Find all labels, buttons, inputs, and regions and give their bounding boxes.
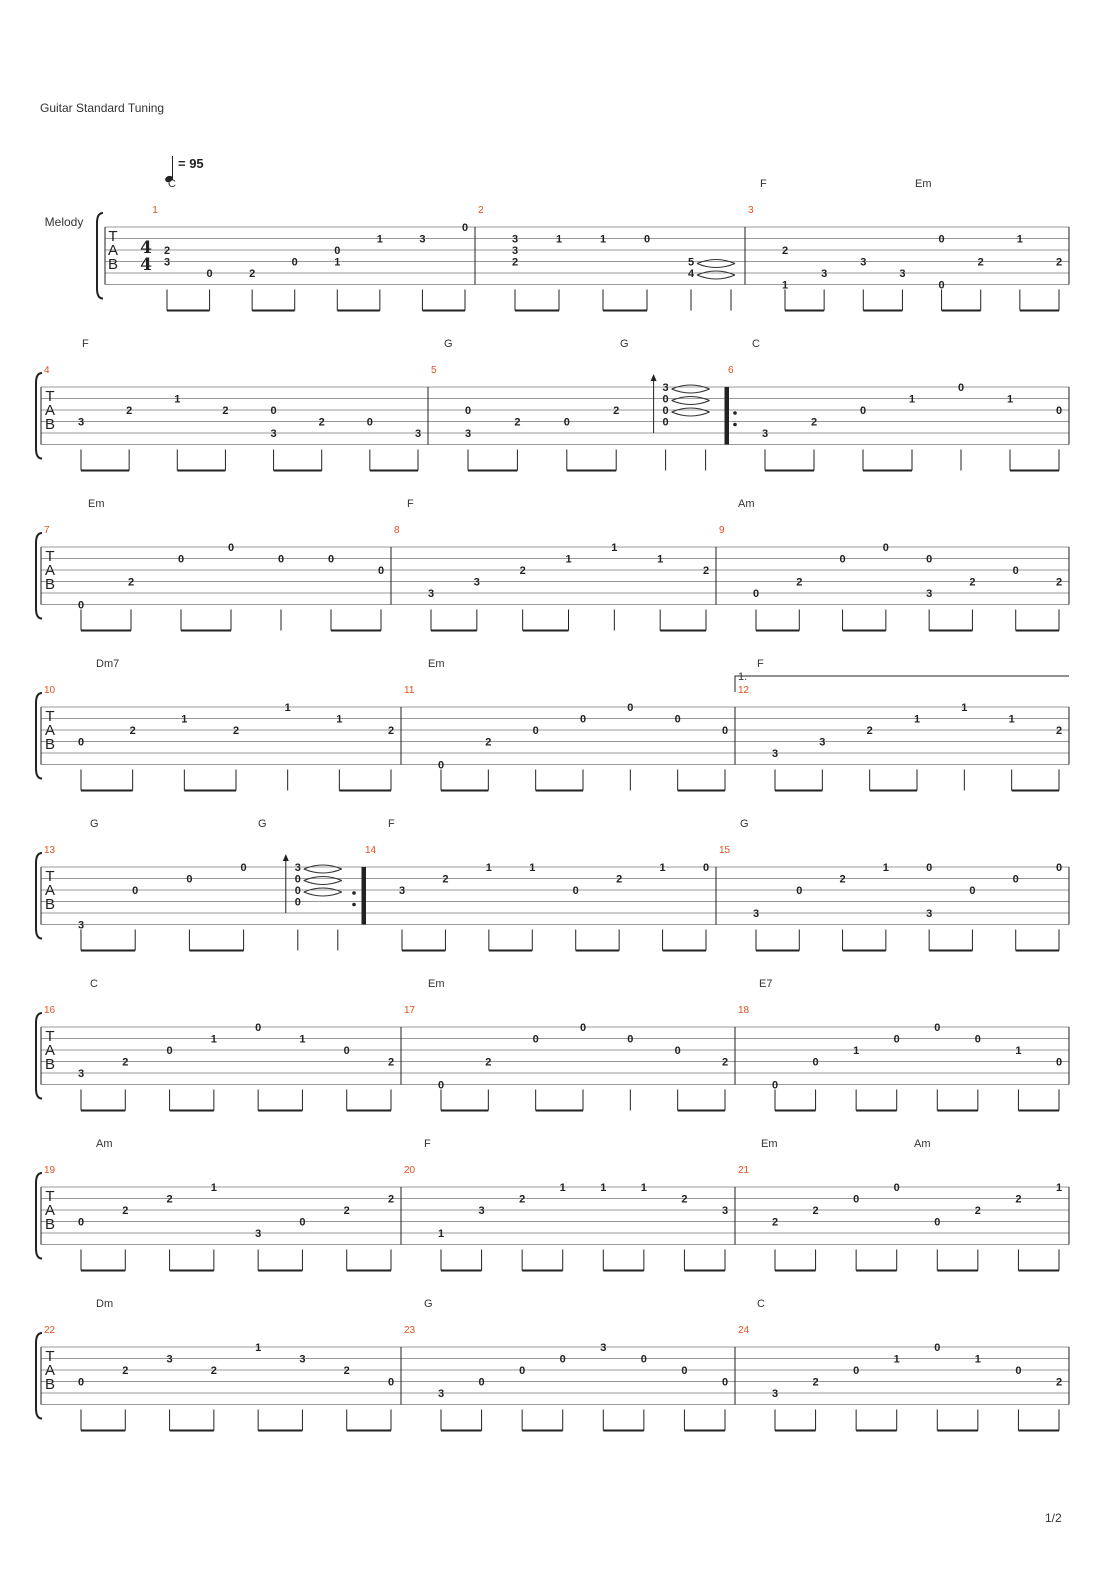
- fret-number: 1: [1006, 393, 1014, 406]
- fret-number: 0: [294, 896, 301, 909]
- measure-number: 23: [404, 1325, 416, 1336]
- fret-number: 0: [796, 885, 803, 897]
- fret-number: 2: [232, 725, 240, 737]
- fret-number: 2: [613, 405, 620, 417]
- fret-number: 3: [926, 588, 933, 600]
- fret-number: 1: [599, 233, 607, 246]
- repeat-dot: [352, 891, 356, 895]
- volta-label: 1.: [738, 671, 748, 683]
- chord-name: F: [424, 1138, 431, 1150]
- fret-number: 0: [277, 553, 285, 566]
- fret-number: 0: [893, 1182, 900, 1194]
- tab-clef-letter: T: [45, 868, 55, 885]
- tab-clef-letter: B: [44, 1056, 56, 1073]
- fret-number: 0: [627, 702, 634, 714]
- fret-number: 0: [674, 713, 681, 726]
- measure-number: 15: [719, 845, 731, 856]
- fret-number: 3: [478, 1205, 485, 1217]
- fret-number: 2: [519, 1193, 526, 1206]
- measure-number: 1: [152, 205, 158, 216]
- fret-number: 2: [839, 873, 846, 886]
- tie-arc: [697, 264, 735, 268]
- repeat-dot: [352, 903, 356, 907]
- measure-number: 13: [44, 845, 56, 856]
- fret-number: 2: [1055, 725, 1063, 737]
- chord-name: C: [752, 338, 760, 350]
- fret-number: 2: [977, 256, 984, 269]
- fret-number: 2: [721, 1056, 729, 1069]
- chord-name: F: [760, 178, 767, 190]
- fret-number: 0: [853, 1193, 860, 1206]
- fret-number: 0: [969, 885, 976, 897]
- fret-number: 2: [122, 1365, 129, 1377]
- fret-number: 3: [860, 256, 867, 269]
- fret-number: 2: [1055, 256, 1063, 269]
- fret-number: 2: [343, 1205, 350, 1217]
- fret-number: 1: [659, 862, 666, 874]
- fret-number: 0: [366, 416, 373, 429]
- fret-number: 0: [377, 565, 385, 577]
- fret-number: 1: [284, 702, 291, 714]
- fret-number: 0: [437, 759, 445, 772]
- measure-number: 7: [44, 525, 50, 536]
- fret-number: 3: [464, 428, 472, 440]
- volta-bracket: [735, 676, 1069, 692]
- measure-number: 14: [365, 845, 377, 856]
- fret-number: 0: [334, 245, 341, 257]
- fret-number: 3: [398, 885, 406, 897]
- fret-number: 1: [893, 1353, 900, 1366]
- fret-number: 3: [437, 1388, 445, 1400]
- fret-number: 2: [127, 576, 135, 589]
- chord-name: Em: [428, 978, 445, 990]
- chord-name: Am: [96, 1138, 113, 1150]
- fret-number: 2: [442, 873, 449, 886]
- fret-number: 3: [270, 428, 277, 440]
- fret-number: 3: [414, 428, 422, 440]
- fret-number: 1: [529, 862, 536, 874]
- repeat-end-bar: [362, 867, 366, 925]
- tie-arc: [672, 412, 710, 416]
- fret-number: 1: [376, 233, 383, 246]
- fret-number: 1: [334, 256, 341, 269]
- fret-number: 2: [249, 268, 256, 280]
- fret-number: 0: [721, 1376, 729, 1389]
- fret-number: 0: [519, 1365, 526, 1377]
- fret-number: 1: [640, 1182, 647, 1194]
- fret-number: 1: [913, 713, 921, 726]
- tab-clef-letter: T: [45, 388, 55, 405]
- fret-number: 1: [174, 393, 181, 406]
- tab-clef-letter: A: [107, 242, 119, 259]
- fret-number: 1: [485, 862, 492, 874]
- fret-number: 0: [1012, 873, 1019, 886]
- fret-number: 0: [627, 1033, 634, 1046]
- fret-number: 1: [210, 1182, 217, 1194]
- tab-clef-letter: T: [45, 708, 55, 725]
- tie-arc: [304, 892, 342, 896]
- fret-number: 3: [752, 908, 760, 920]
- measure-number: 4: [44, 365, 50, 376]
- fret-number: 2: [126, 405, 133, 417]
- measure-number: 6: [728, 365, 734, 376]
- fret-number: 2: [318, 416, 325, 429]
- fret-number: 0: [926, 553, 933, 566]
- tab-clef-letter: B: [44, 576, 56, 593]
- fret-number: 0: [771, 1079, 779, 1092]
- chord-name: F: [388, 818, 395, 830]
- fret-number: 2: [519, 565, 526, 577]
- fret-number: 2: [681, 1193, 688, 1206]
- fret-number: 2: [1055, 576, 1063, 589]
- fret-number: 0: [1055, 1056, 1063, 1069]
- chord-name: G: [740, 818, 749, 830]
- measure-number: 12: [738, 685, 750, 696]
- fret-number: 0: [343, 1045, 350, 1057]
- fret-number: 0: [532, 725, 539, 737]
- measure-number: 19: [44, 1165, 56, 1176]
- fret-number: 0: [294, 885, 301, 897]
- fret-number: 3: [721, 1205, 729, 1217]
- fret-number: 0: [579, 1022, 587, 1034]
- fret-number: 2: [812, 1376, 819, 1389]
- tab-clef-letter: B: [44, 736, 56, 753]
- fret-number: 0: [882, 542, 889, 554]
- fret-number: 3: [77, 1068, 85, 1080]
- repeat-start-bar: [725, 387, 729, 445]
- fret-number: 2: [702, 565, 710, 577]
- measure-number: 5: [431, 365, 437, 376]
- measure-number: 11: [404, 685, 415, 696]
- fret-number: 2: [485, 736, 492, 749]
- fret-number: 2: [387, 725, 395, 737]
- fret-number: 1: [336, 713, 343, 726]
- measure-number: 17: [404, 1005, 416, 1016]
- fret-number: 0: [974, 1033, 981, 1046]
- fret-number: 0: [938, 279, 945, 292]
- fret-number: 3: [600, 1342, 607, 1354]
- chord-name: Dm7: [96, 658, 120, 670]
- fret-number: 0: [206, 268, 213, 280]
- chord-name: G: [258, 818, 267, 830]
- fret-number: 3: [771, 1388, 779, 1400]
- fret-number: 4: [687, 268, 695, 280]
- fret-number: 2: [122, 1056, 129, 1069]
- fret-number: 0: [853, 1365, 860, 1377]
- tie-arc: [304, 869, 342, 873]
- fret-number: 1: [882, 862, 889, 874]
- fret-number: 0: [177, 553, 185, 566]
- fret-number: 5: [687, 256, 695, 269]
- tab-clef-letter: A: [44, 882, 56, 899]
- measure-number: 3: [748, 205, 754, 216]
- fret-number: 3: [77, 919, 85, 932]
- fret-number: 0: [532, 1033, 539, 1046]
- fret-number: 2: [781, 245, 789, 257]
- fret-number: 2: [343, 1365, 350, 1377]
- fret-number: 0: [291, 256, 298, 269]
- fret-number: 0: [240, 862, 247, 874]
- fret-number: 3: [511, 233, 519, 246]
- fret-number: 1: [559, 1182, 566, 1194]
- fret-number: 2: [129, 725, 136, 737]
- fret-number: 1: [908, 393, 916, 406]
- fret-number: 0: [957, 382, 965, 394]
- tie-arc: [672, 401, 710, 405]
- fret-number: 0: [662, 393, 669, 406]
- fret-number: 0: [934, 1022, 941, 1034]
- fret-number: 0: [294, 873, 301, 886]
- fret-number: 0: [681, 1365, 688, 1377]
- fret-number: 0: [1055, 405, 1063, 417]
- fret-number: 0: [579, 713, 587, 726]
- chord-name: C: [757, 1298, 765, 1310]
- tab-clef-letter: A: [44, 1362, 56, 1379]
- fret-number: 0: [662, 416, 669, 429]
- fret-number: 2: [616, 873, 623, 886]
- fret-number: 0: [255, 1022, 262, 1034]
- measure-number: 2: [478, 205, 484, 216]
- fret-number: 2: [1015, 1193, 1022, 1206]
- chord-name: G: [90, 818, 99, 830]
- chord-name: G: [444, 338, 453, 350]
- chord-name: C: [168, 178, 176, 190]
- fret-number: 3: [819, 736, 826, 749]
- chord-name: G: [424, 1298, 433, 1310]
- track-name: Melody: [44, 215, 84, 229]
- tab-clef-letter: T: [45, 1188, 55, 1205]
- tab-clef-letter: A: [44, 1042, 56, 1059]
- fret-number: 3: [77, 416, 85, 429]
- chord-name: G: [620, 338, 629, 350]
- chord-name: F: [757, 658, 764, 670]
- fret-number: 2: [810, 416, 818, 429]
- fret-number: 1: [555, 233, 563, 246]
- fret-number: 1: [853, 1045, 860, 1057]
- tab-clef-letter: B: [44, 896, 56, 913]
- measure-number: 8: [394, 525, 400, 536]
- page-number: 1/2: [1045, 1511, 1062, 1525]
- fret-number: 1: [961, 702, 968, 714]
- fret-number: 0: [934, 1342, 941, 1354]
- tab-clef-letter: T: [45, 1028, 55, 1045]
- fret-number: 1: [657, 553, 664, 566]
- fret-number: 0: [674, 1045, 681, 1057]
- fret-number: 3: [163, 256, 171, 269]
- fret-number: 0: [893, 1033, 900, 1046]
- tuning-label: Guitar Standard Tuning: [40, 101, 165, 115]
- fret-number: 1: [299, 1033, 306, 1046]
- fret-number: 3: [926, 908, 933, 920]
- fret-number: 1: [600, 1182, 607, 1194]
- fret-number: 2: [514, 416, 521, 429]
- fret-number: 1: [565, 553, 572, 566]
- fret-number: 3: [771, 748, 779, 760]
- fret-number: 1: [611, 542, 618, 554]
- fret-number: 0: [559, 1353, 566, 1366]
- fret-number: 1: [781, 279, 789, 292]
- chord-name: Am: [914, 1138, 931, 1150]
- fret-number: 0: [387, 1376, 395, 1389]
- tab-clef-letter: B: [44, 1216, 56, 1233]
- fret-number: 2: [771, 1216, 779, 1229]
- fret-number: 2: [511, 256, 519, 269]
- fret-number: 0: [77, 599, 85, 612]
- tie-arc: [304, 881, 342, 885]
- measure-number: 9: [719, 525, 725, 536]
- strum-arrowhead-icon: [651, 374, 657, 381]
- fret-number: 2: [387, 1056, 395, 1069]
- strum-arrowhead-icon: [283, 854, 289, 861]
- fret-number: 0: [572, 885, 579, 897]
- fret-number: 0: [643, 233, 651, 246]
- measure-number: 10: [44, 685, 56, 696]
- fret-number: 2: [812, 1205, 819, 1217]
- measure-number: 20: [404, 1165, 416, 1176]
- fret-number: 1: [1055, 1182, 1063, 1194]
- fret-number: 0: [752, 588, 760, 600]
- tab-clef-letter: B: [107, 256, 119, 273]
- fret-number: 3: [299, 1353, 306, 1366]
- fret-number: 1: [255, 1342, 262, 1354]
- fret-number: 0: [563, 416, 570, 429]
- fret-number: 3: [821, 268, 828, 280]
- fret-number: 3: [166, 1353, 173, 1366]
- tab-clef-letter: B: [44, 1376, 56, 1393]
- chord-name: C: [90, 978, 98, 990]
- time-signature-top: 4: [140, 238, 152, 258]
- fret-number: 2: [796, 576, 803, 589]
- fret-number: 0: [926, 862, 933, 874]
- fret-number: 0: [77, 1216, 85, 1229]
- fret-number: 0: [166, 1045, 173, 1057]
- fret-number: 0: [77, 736, 85, 749]
- chord-name: Em: [88, 498, 105, 510]
- fret-number: 0: [270, 405, 277, 417]
- measure-number: 18: [738, 1005, 750, 1016]
- fret-number: 0: [839, 553, 846, 566]
- fret-number: 0: [812, 1056, 819, 1069]
- fret-number: 0: [299, 1216, 306, 1229]
- fret-number: 0: [859, 405, 867, 417]
- fret-number: 2: [485, 1056, 492, 1069]
- fret-number: 2: [122, 1205, 129, 1217]
- chord-name: Em: [428, 658, 445, 670]
- fret-number: 3: [473, 576, 480, 589]
- fret-number: 1: [1016, 233, 1023, 246]
- measure-number: 21: [738, 1165, 750, 1176]
- fret-number: 3: [419, 233, 426, 246]
- time-signature-bottom: 4: [140, 255, 152, 275]
- chord-name: E7: [759, 978, 773, 990]
- fret-number: 1: [974, 1353, 981, 1366]
- measure-number: 22: [44, 1325, 56, 1336]
- chord-name: Am: [738, 498, 755, 510]
- fret-number: 0: [186, 873, 193, 886]
- fret-number: 2: [974, 1205, 981, 1217]
- fret-number: 1: [1008, 713, 1015, 726]
- chord-name: F: [82, 338, 89, 350]
- tie-arc: [672, 389, 710, 393]
- fret-number: 2: [163, 245, 171, 257]
- chord-name: Em: [915, 178, 932, 190]
- chord-name: Em: [761, 1138, 778, 1150]
- fret-number: 0: [1012, 565, 1019, 577]
- fret-number: 3: [761, 428, 769, 440]
- fret-number: 0: [721, 725, 729, 737]
- tab-clef-letter: T: [108, 228, 118, 245]
- fret-number: 2: [969, 576, 976, 589]
- measure-number: 16: [44, 1005, 56, 1016]
- fret-number: 0: [227, 542, 235, 554]
- measure-number: 24: [738, 1325, 750, 1336]
- fret-number: 0: [934, 1216, 941, 1229]
- fret-number: 0: [662, 405, 669, 417]
- fret-number: 3: [662, 382, 669, 394]
- fret-number: 2: [387, 1193, 395, 1206]
- fret-number: 3: [899, 268, 906, 280]
- fret-number: 3: [511, 245, 519, 257]
- fret-number: 0: [132, 885, 139, 897]
- fret-number: 0: [461, 222, 469, 234]
- tab-clef-letter: B: [44, 416, 56, 433]
- fret-number: 3: [255, 1228, 262, 1240]
- fret-number: 1: [210, 1033, 217, 1046]
- fret-number: 0: [327, 553, 335, 566]
- tempo-value: = 95: [178, 156, 204, 171]
- chord-name: Dm: [96, 1298, 114, 1310]
- system-bracket: [97, 213, 103, 299]
- fret-number: 0: [1015, 1365, 1022, 1377]
- fret-number: 1: [437, 1228, 445, 1240]
- tab-clef-letter: T: [45, 1348, 55, 1365]
- fret-number: 2: [210, 1365, 217, 1377]
- fret-number: 0: [640, 1353, 647, 1366]
- tab-clef-letter: T: [45, 548, 55, 565]
- tie-arc: [697, 275, 735, 279]
- fret-number: 1: [1015, 1045, 1022, 1057]
- fret-number: 0: [938, 233, 945, 246]
- fret-number: 3: [294, 862, 301, 874]
- fret-number: 2: [1055, 1376, 1063, 1389]
- tab-clef-letter: A: [44, 562, 56, 579]
- fret-number: 0: [478, 1376, 485, 1389]
- fret-number: 3: [427, 588, 435, 600]
- fret-number: 2: [166, 1193, 173, 1206]
- fret-number: 2: [222, 405, 229, 417]
- fret-number: 2: [866, 725, 873, 737]
- tab-clef-letter: A: [44, 1202, 56, 1219]
- fret-number: 0: [1055, 862, 1063, 874]
- fret-number: 1: [181, 713, 188, 726]
- fret-number: 0: [464, 405, 472, 417]
- repeat-dot: [733, 423, 737, 427]
- fret-number: 0: [702, 862, 710, 874]
- tab-clef-letter: A: [44, 402, 56, 419]
- fret-number: 0: [77, 1376, 85, 1389]
- fret-number: 0: [437, 1079, 445, 1092]
- tab-clef-letter: A: [44, 722, 56, 739]
- chord-name: F: [407, 498, 414, 510]
- repeat-dot: [733, 411, 737, 415]
